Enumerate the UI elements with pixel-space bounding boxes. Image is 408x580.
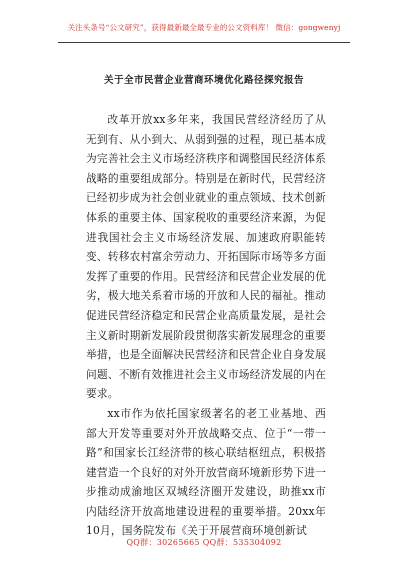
body-paragraph: xx市作为依托国家级著名的老工业基地、西部大开发等重要对外开放战略交点、位于“一带一路”和国家长江经济带的核心联结枢纽点，积极搭建营造一个良好的对外开放营商环境新形势下进一步推动成渝地区双城经济圈开发建设，助推xx市内陆经济开放高地建设进程的重要举措。20xx年10月，国务院发布《关于开展营商环境创新试 [86, 406, 326, 538]
document-body [86, 110, 326, 541]
page-footer: QQ群：30265665 QQ群：535304092 [126, 538, 282, 547]
body-paragraph: 改革开放xx多年来，我国民营经济经历了从无到有、从小到大、从弱到强的过程，现已基本成为完善社会主义市场经济秩序和调整国民经济体系战略的重要组成部分。特别是在新时代，民营经济已经初步成为社会创业就业的重点领域、技术创新体系的重要主体、国家税收的重要经济来源，为促进我国社会主义市场经济发展、加速政府职能转变、转移农村富余劳动力、开拓国际市场等多方面发挥了重要的作用。民营经济和民营企业发展的优劣，极大地关系着市场的开放和人民的福祉。推动促进民营经济稳定和民营企业高质量发展，是社会主义新时期新发展阶段贯彻落实新发展理念的重要举措，也是全面解决民营经济和民营企业自身发展问题、不断有效推进社会主义市场经济发展的内在要求。 [86, 113, 326, 401]
document-title: 关于全市民营企业营商环境优化路径探究报告 [103, 75, 304, 86]
page-header: 关注头条号“公文研究”，获得最新最全最专业的公文资料库！ 微信：gongwenyj [67, 23, 341, 32]
header-divider [58, 42, 350, 43]
